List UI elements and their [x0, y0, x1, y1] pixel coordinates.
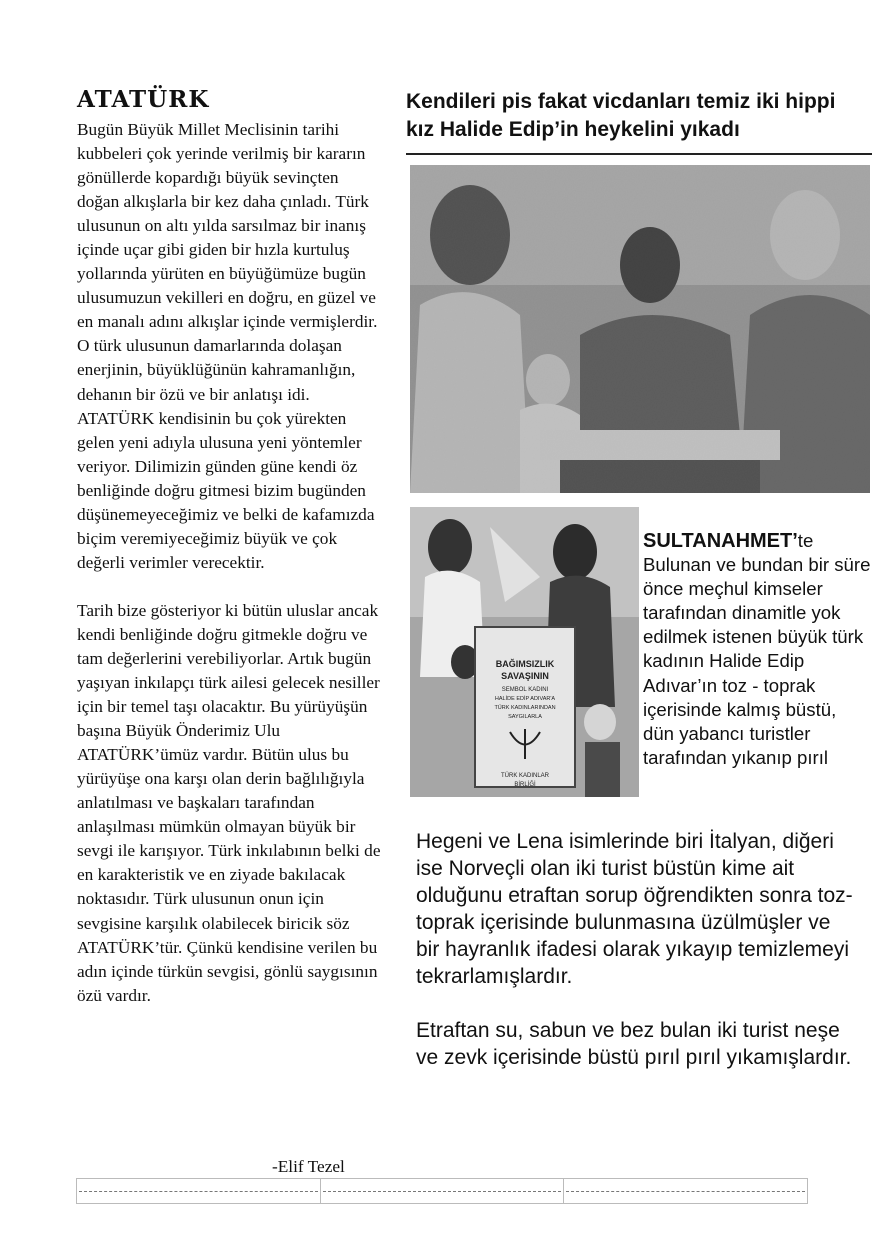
article-paragraph: Tarih bize gösteriyor ki bütün uluslar ancak kendi benliğinde doğru gitmekle doğru ve tam değerlerini verebiliyorlar. Artık bugün yaşıyan inkılapçı türk ailesi gelecek nesiller için bir temel taşı olacaktır. Bu yürüyüşün başına Büyük Önderimiz Ulu ATATÜRK’ümüz vardır. Bütün ulus bu yürüyüşe ona karşı olan derin bağlılığıyla anlatılması ve başkaları tarafından anlaşılması mümkün olmayan büyük bir sevgi ile karışıyor. Türk inkılabının belki de en karakteristik ve en ziyade bakılacak noktasıdır. Türk ulusunun onun için sevgisine karşılık olabilecek biricik söz ATATÜRK’tür. Çünkü kendisine verilen bu adın içinde türkün sevgisi, gönlü saygısının özü vardır.	[77, 600, 381, 1005]
news-paragraph[interactable]: Hegeni ve Lena isimlerinde biri İtalyan, diğeri ise Norveçli olan iki turist büstün kime ait olduğunu etraftan sorup öğrendikten sonra toz-toprak içerisinde bulunmasına üzülmüşler ve bir hayranlık ifadesi olarak yıkayıp temizlemeyi tekrarlamışlardır.	[416, 830, 853, 988]
caption-body: Bulunan ve bundan bir süre önce meçhul kimseler tarafından dinamitle yok edilmek istenen büyük türk kadının Halide Edip Adıvar’ın toz - toprak içerisinde kalmış büstü, dün yabancı turistler tarafından yıkanıp pırıl	[643, 554, 871, 768]
news-body[interactable]	[416, 828, 856, 1071]
article-body	[77, 118, 382, 1008]
svg-text:TÜRK KADINLAR: TÜRK KADINLAR	[500, 773, 550, 779]
article-title: ATATÜRK	[77, 86, 210, 113]
footer-table	[76, 1178, 808, 1204]
footer-cell	[77, 1179, 321, 1203]
headline-divider	[406, 153, 872, 155]
svg-text:TÜRK KADINLARINDAN: TÜRK KADINLARINDAN	[494, 705, 556, 711]
photo-caption	[643, 529, 871, 770]
news-paragraph[interactable]: Etraftan su, sabun ve bez bulan iki turist neşe ve zevk içerisinde büstü pırıl pırıl yıkamışlardır.	[416, 1019, 852, 1069]
article-paragraph: Bugün Büyük Millet Meclisinin tarihi kubbeleri çok yerinde verilmiş bir kararın gönüllerde kopardığı büyük sevinçten doğan alkışlarla bir kez daha çınladı. Türk ulusunun on altı yılda sarsılmaz bir inanış içinde uçar gibi giden bir hızla kurtuluş yollarında yürüten en büyüğümüze bugün ulusumuzun vekilleri en doğru, en güzel ve en manalı adını alkışlar içinde vermişlerdir. O türk ulusunun damarlarında dolaşan enerjinin, büyüklüğünün kahramanlığın, dehanın bir özü ve bir anlatışı idi. ATATÜRK kendisinin bu çok yürekten gelen yeni adıyla ulusuna yeni yöntemler veriyor. Dilimizin günden güne kendi öz benliğinde doğru gitmesi bizim bugünden düşünemeyeceğimiz ve belki de kafamızda biçim veremiyeceğimiz büyük ve çok değerli verimler verecektir.	[77, 120, 378, 572]
svg-text:HALİDE EDİP ADIVAR'A: HALİDE EDİP ADIVAR'A	[494, 696, 556, 702]
news-headline: Kendileri pis fakat vicdanları temiz iki hippi kız Halide Edip’in heykelini yıkadı	[406, 90, 836, 141]
news-photo-monument	[410, 507, 639, 797]
svg-text:SAVAŞININ: SAVAŞININ	[501, 671, 549, 681]
svg-text:SEMBOL KADINI: SEMBOL KADINI	[501, 687, 549, 693]
footer-cell	[564, 1179, 807, 1203]
news-photo-washing-bust	[410, 165, 870, 493]
footer-cell	[321, 1179, 565, 1203]
caption-lead	[643, 530, 798, 552]
caption-lead-suffix: te	[797, 530, 814, 551]
article-author: -Elif Tezel	[272, 1157, 345, 1176]
svg-text:BAĞIMSIZLIK: BAĞIMSIZLIK	[495, 659, 555, 669]
svg-text:BİRLİĞİ: BİRLİĞİ	[514, 782, 536, 788]
caption-lead-strong: SULTANAHMET’	[643, 530, 798, 552]
svg-text:SAYGILARLA: SAYGILARLA	[508, 714, 542, 720]
